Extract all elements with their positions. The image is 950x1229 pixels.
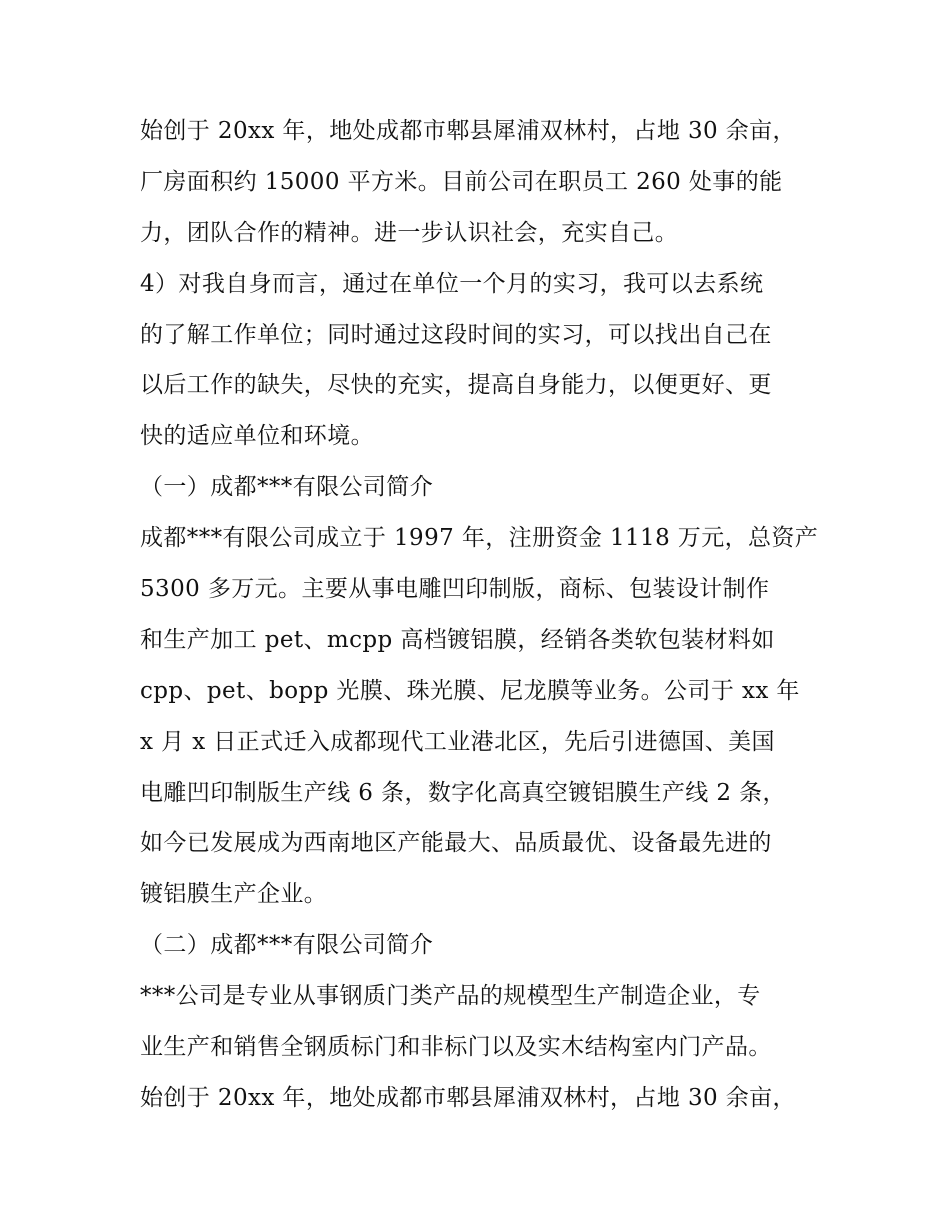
text-line-11: 和生产加工 pet、mcpp 高档镀铝膜，经销各类软包装材料如 [140, 626, 775, 653]
text-line-16: 镀铝膜生产企业。 [140, 881, 328, 908]
text-line-4: 4）对我自身而言，通过在单位一个月的实习，我可以去系统 [140, 270, 764, 297]
text-line-18: ***公司是专业从事钢质门类产品的规模型生产制造企业，专 [140, 983, 761, 1010]
text-line-5: 的了解工作单位；同时通过这段时间的实习，可以找出自己在 [140, 321, 772, 348]
text-line-2: 厂房面积约 15000 平方米。目前公司在职员工 260 处事的能 [140, 168, 783, 195]
text-line-6: 以后工作的缺失，尽快的充实，提高自身能力，以便更好、更 [140, 372, 772, 399]
document-body [140, 106, 820, 1124]
text-line-10: 5300 多万元。主要从事电雕凹印制版，商标、包装设计制作 [140, 576, 770, 603]
section-heading-2: （二）成都***有限公司简介 [140, 932, 434, 959]
text-line-14: 电雕凹印制版生产线 6 条，数字化高真空镀铝膜生产线 2 条， [140, 779, 786, 806]
section-heading-1: （一）成都***有限公司简介 [140, 474, 434, 501]
text-line-12: cpp、pet、bopp 光膜、珠光膜、尼龙膜等业务。公司于 xx 年 [140, 677, 800, 704]
text-line-19: 业生产和销售全钢质标门和非标门以及实木结构室内门产品。 [140, 1034, 772, 1061]
text-line-9: 成都***有限公司成立于 1997 年，注册资金 1118 万元，总资产 [140, 525, 819, 552]
text-line-3: 力，团队合作的精神。进一步认识社会，充实自己。 [140, 219, 679, 246]
text-line-20: 始创于 20xx 年，地处成都市郫县犀浦双林村，占地 30 余亩， [140, 1084, 796, 1111]
text-line-1: 始创于 20xx 年，地处成都市郫县犀浦双林村，占地 30 余亩， [140, 118, 796, 144]
text-line-7: 快的适应单位和环境。 [140, 423, 374, 450]
text-line-13: x 月 x 日正式迁入成都现代工业港北区，先后引进德国、美国 [140, 728, 775, 755]
text-line-15: 如今已发展成为西南地区产能最大、品质最优、设备最先进的 [140, 830, 772, 857]
